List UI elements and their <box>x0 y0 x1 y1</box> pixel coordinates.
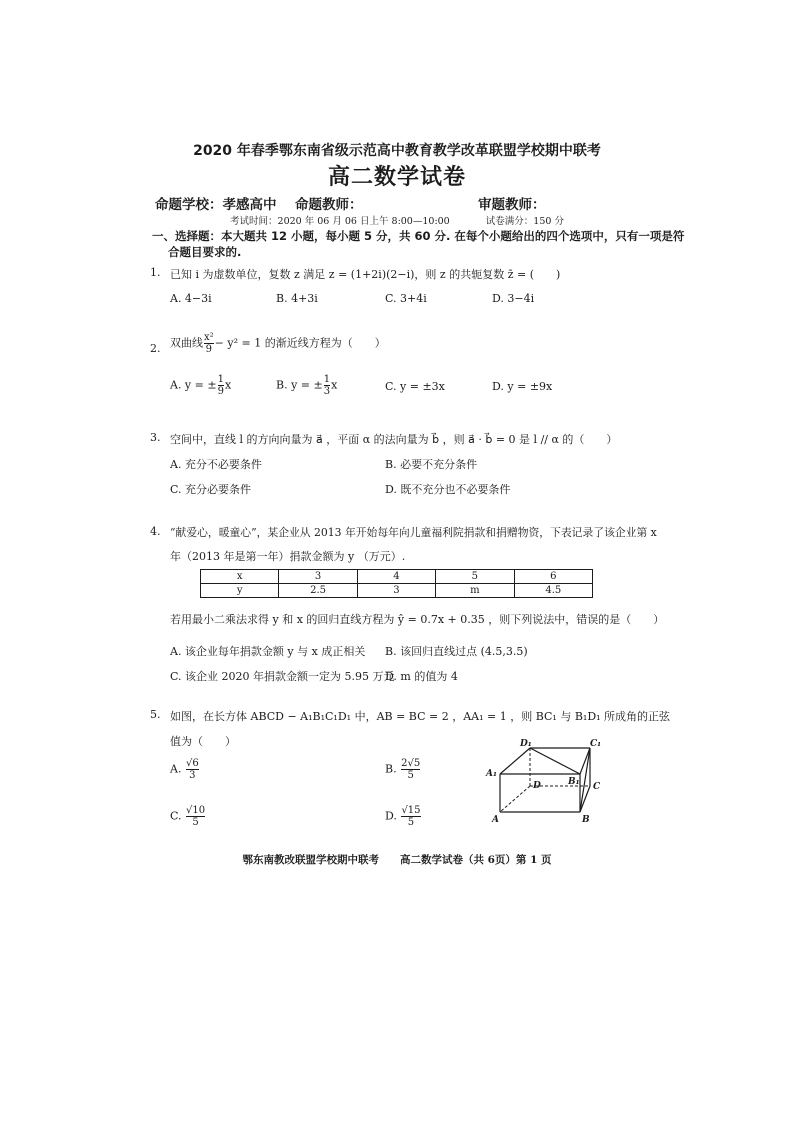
q1-option-d: D. 3−4i <box>492 292 535 305</box>
q2-fraction <box>204 332 214 355</box>
q3-option-b: B. 必要不充分条件 <box>385 458 478 471</box>
q5-d-label: D. <box>385 809 397 823</box>
section-heading-line2: 合题目要求的. <box>168 245 242 259</box>
q1-option-b: B. 4+3i <box>276 292 318 305</box>
table-cell: 6 <box>514 570 592 584</box>
diagonal-b-c1 <box>580 748 590 812</box>
label-d1: D₁ <box>520 739 532 749</box>
q2-a-frac <box>218 374 224 397</box>
q5-stem-line1: 如图，在长方体 ABCD − A₁B₁C₁D₁ 中，AB = BC = 2 ，AA₁ = 1 ，则 BC₁ 与 B₁D₁ 所成角的正弦 <box>170 710 671 723</box>
table-cell: 3 <box>279 570 357 584</box>
q2-frac-num: x² <box>204 332 214 343</box>
q2-frac-den: 9 <box>205 344 213 355</box>
q5-number: 5. <box>150 708 161 721</box>
diagonal-b1-d1 <box>530 748 580 774</box>
label-a1: A₁ <box>486 769 497 779</box>
table-cell: y <box>201 584 279 598</box>
hidden-edge-d-a <box>500 786 530 812</box>
q4-number: 4. <box>150 525 161 538</box>
q5-b-label: B. <box>385 762 397 776</box>
q5-option-c <box>170 805 206 828</box>
q2-option-d: D. y = ±9x <box>492 380 553 393</box>
q2-option-a <box>170 374 231 397</box>
page-footer: 鄂东南教改联盟学校期中联考 高二数学试卷（共 6页）第 1 页 <box>242 854 552 866</box>
q3-stem: 空间中，直线 l 的方向向量为 a⃗ ，平面 α 的法向量为 b⃗ ，则 a⃗ · b⃗ = 0 是 l // α 的（ ） <box>170 433 618 446</box>
q5-option-d <box>385 805 422 828</box>
q2-stem <box>170 332 386 355</box>
label-d: D <box>533 781 541 791</box>
q2-a-num: 1 <box>217 374 224 385</box>
q4-stem-line3: 若用最小二乘法求得 y 和 x 的回归直线方程为 ŷ = 0.7x + 0.35 ，则下列说法中，错误的是（ ） <box>170 613 665 626</box>
table-cell: 3 <box>357 584 435 598</box>
table-cell: 4 <box>357 570 435 584</box>
q5-c-den: 5 <box>186 816 205 828</box>
label-b: B <box>582 815 590 824</box>
q5-c-frac <box>186 805 205 828</box>
q4-option-b: B. 该回归直线过点 (4.5,3.5) <box>385 645 528 658</box>
q3-option-a: A. 充分不必要条件 <box>170 458 262 471</box>
q3-option-c: C. 充分必要条件 <box>170 483 252 496</box>
section-heading-line1: 一、选择题：本大题共 12 小题，每小题 5 分，共 60 分. 在每个小题给出的四个选项中，只有一项是符 <box>152 229 685 243</box>
setter-school: 命题学校：孝感高中 <box>155 197 277 213</box>
paper-title: 高二数学试卷 <box>327 165 466 190</box>
label-b1: B₁ <box>568 777 580 787</box>
q4-data-table <box>200 569 593 598</box>
label-c: C <box>593 782 601 792</box>
label-c1: C₁ <box>590 739 602 749</box>
q2-stem-post: − y² = 1 的渐近线方程为（ ） <box>214 336 386 350</box>
q1-option-c: C. 3+4i <box>385 292 427 305</box>
q5-c-label: C. <box>170 809 182 823</box>
q5-a-num: √6 <box>185 758 199 769</box>
edge-a1-d1 <box>500 748 530 774</box>
q5-b-num: 2√5 <box>401 758 421 769</box>
q2-a-pre: A. y = ± <box>170 378 217 392</box>
q5-d-den: 5 <box>401 816 420 828</box>
exam-title: 2020 年春季鄂东南省级示范高中教育教学改革联盟学校期中联考 <box>193 143 601 159</box>
table-cell: 4.5 <box>514 584 592 598</box>
table-row-y <box>201 584 593 598</box>
exam-time: 考试时间：2020 年 06 月 06 日上午 8:00—10:00 <box>230 216 450 227</box>
label-a: A <box>492 815 499 824</box>
q2-b-frac <box>324 374 330 397</box>
q2-option-b <box>276 374 337 397</box>
q5-c-num: √10 <box>186 805 206 816</box>
q1-option-a: A. 4−3i <box>170 292 212 305</box>
q2-number: 2. <box>150 342 161 355</box>
q1-number: 1. <box>150 266 161 279</box>
q2-b-den: 3 <box>323 386 331 397</box>
q5-b-frac <box>401 758 420 781</box>
table-cell: x <box>201 570 279 584</box>
table-cell: 5 <box>436 570 514 584</box>
exam-info <box>0 213 794 227</box>
cuboid-figure <box>480 736 610 824</box>
q5-a-den: 3 <box>186 769 199 781</box>
q2-b-post: x <box>331 378 338 392</box>
q2-a-den: 9 <box>217 386 224 397</box>
q2-b-num: 1 <box>323 374 331 385</box>
setter-teacher: 命题教师： <box>295 197 363 213</box>
q4-stem-line2: 年（2013 年是第一年）捐款金额为 y （万元）. <box>170 550 406 563</box>
q4-option-a: A. 该企业每年捐款金额 y 与 x 成正相关 <box>170 645 366 658</box>
q5-d-num: √15 <box>401 805 421 816</box>
q2-option-c: C. y = ±3x <box>385 380 445 393</box>
reviewer-teacher: 审题教师： <box>478 197 546 213</box>
q5-option-a <box>170 758 200 781</box>
q5-a-label: A. <box>170 762 182 776</box>
q4-option-d: D. m 的值为 4 <box>385 670 458 683</box>
q3-option-d: D. 既不充分也不必要条件 <box>385 483 511 496</box>
q4-option-c: C. 该企业 2020 年捐款金额一定为 5.95 万元 <box>170 670 395 683</box>
table-cell: 2.5 <box>279 584 357 598</box>
q5-stem-line2: 值为（ ） <box>170 735 236 748</box>
q1-stem: 已知 i 为虚数单位，复数 z 满足 z = (1+2i)(2−i)，则 z 的共轭复数 z̄ = ( ) <box>170 268 561 281</box>
table-row-x <box>201 570 593 584</box>
q5-a-frac <box>186 758 199 781</box>
q5-option-b <box>385 758 421 781</box>
q5-b-den: 5 <box>401 769 420 781</box>
table-cell: m <box>436 584 514 598</box>
q4-stem-line1: “献爱心，暖童心”，某企业从 2013 年开始每年向儿童福利院捐款和捐赠物资，下表记录了该企业第 x <box>170 526 657 539</box>
q5-d-frac <box>401 805 420 828</box>
q2-a-post: x <box>224 378 232 392</box>
full-score: 试卷满分：150 分 <box>485 216 564 227</box>
q2-stem-pre: 双曲线 <box>170 336 203 350</box>
q3-number: 3. <box>150 431 161 444</box>
q2-b-pre: B. y = ± <box>276 378 323 392</box>
